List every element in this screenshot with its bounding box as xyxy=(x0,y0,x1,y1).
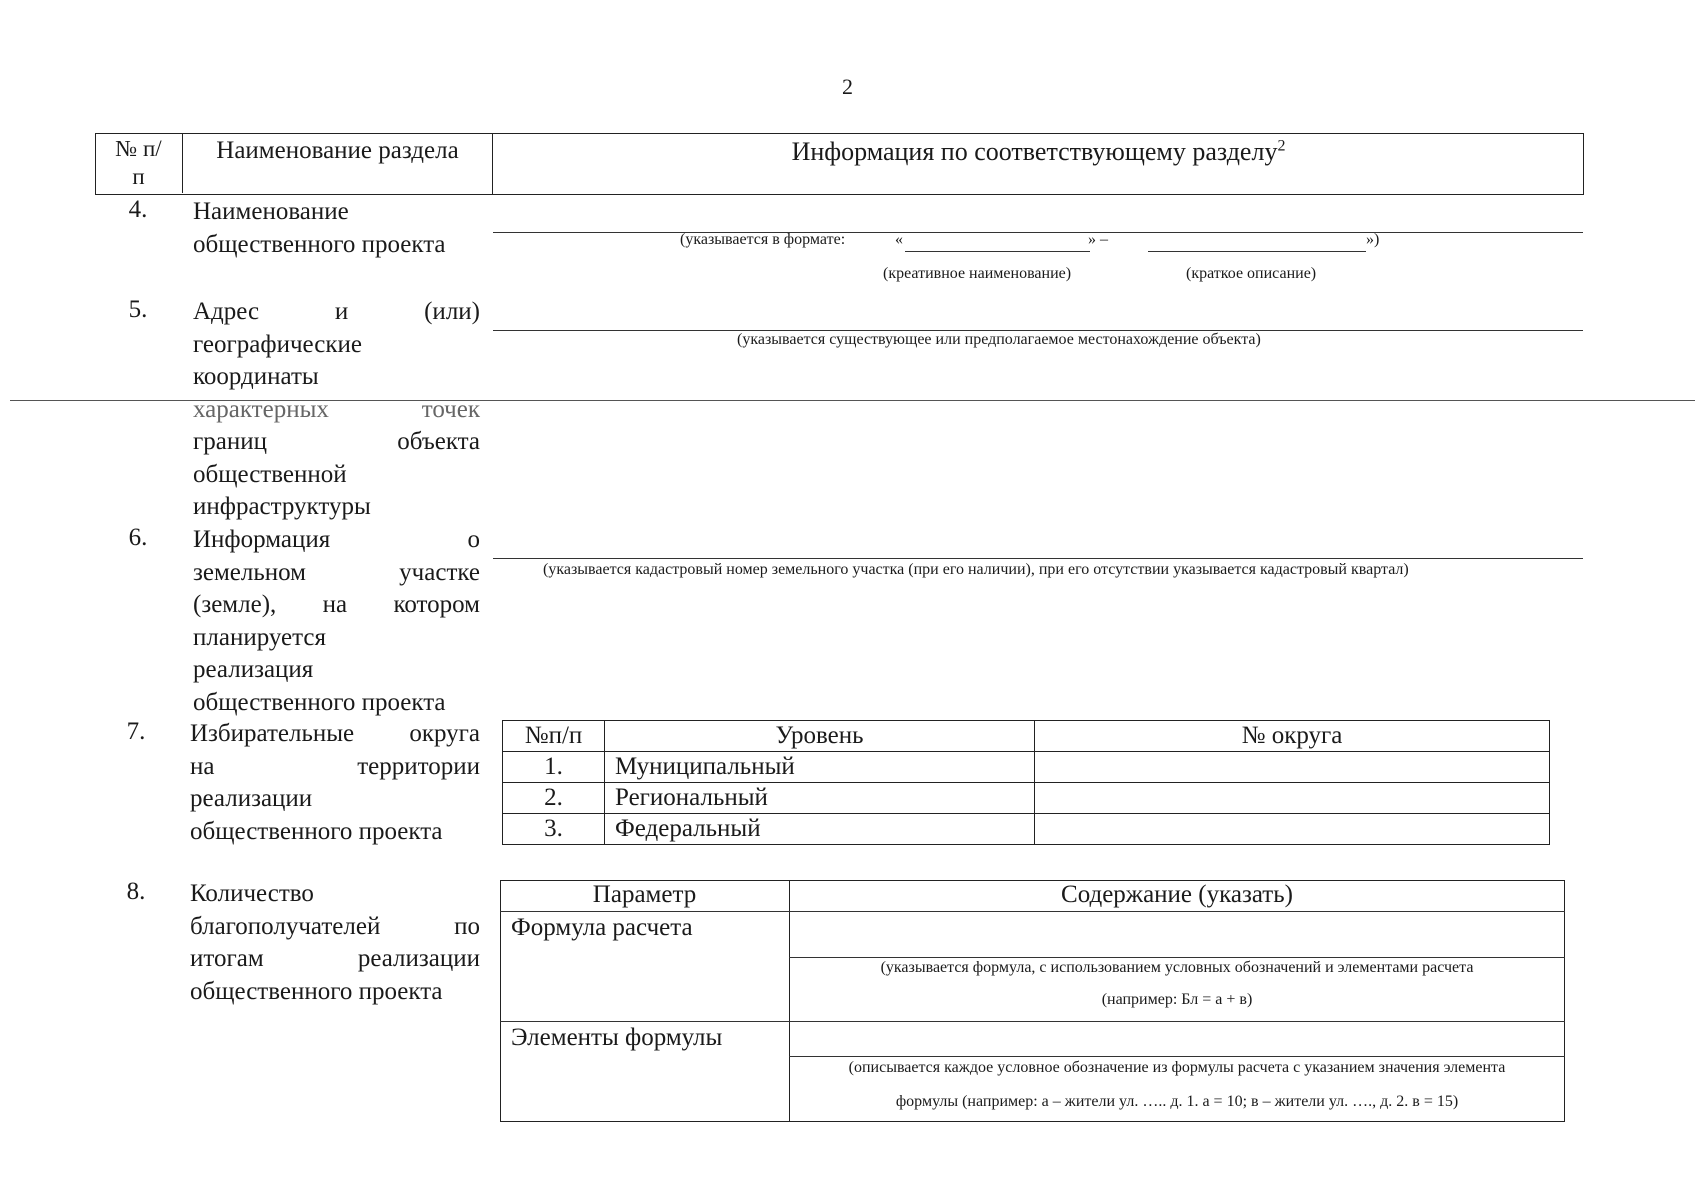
section-6-answer-line xyxy=(493,558,1583,559)
elements-input-area[interactable] xyxy=(789,1023,1565,1056)
table-cell: Региональный xyxy=(605,783,1035,814)
electoral-districts-table xyxy=(502,720,1550,845)
section-8-name-line: итогам реализации xyxy=(190,945,480,972)
formula-example: (например: Бл = а + в) xyxy=(1101,991,1253,1008)
table-header-row xyxy=(503,721,1550,752)
table-header-cell: Содержание (указать) xyxy=(1061,881,1293,908)
section-8-name-line: общественного проекта xyxy=(190,977,443,1005)
formula-hint: (указывается формула, с использованием условных обозначений и элементами расчета xyxy=(880,959,1474,976)
section-7-name xyxy=(190,718,480,848)
formula-input-area[interactable] xyxy=(789,913,1565,957)
section-4-number: 4. xyxy=(128,196,148,223)
table-header-cell: № округа xyxy=(1035,721,1550,752)
formula-answer-line xyxy=(789,957,1565,958)
section-7-name-line: общественного проекта xyxy=(190,817,443,845)
short-description-blank xyxy=(1148,251,1366,252)
page-number: 2 xyxy=(842,74,853,99)
section-7-name-line: на территории xyxy=(190,752,480,780)
section-5-hint: (указывается существующее или предполагаемое местонахождение объекта) xyxy=(737,331,1261,348)
section-5-name-line: границ объекта xyxy=(193,428,480,455)
table-header-cell: Уровень xyxy=(605,721,1035,752)
section-4-name-line: Наименование xyxy=(193,198,349,225)
table-cell: Федеральный xyxy=(605,814,1035,845)
table-header-cell: Параметр xyxy=(592,881,697,908)
section-4-open-quote: « xyxy=(895,231,903,248)
section-6-name xyxy=(193,524,480,719)
district-number-cell[interactable] xyxy=(1035,752,1550,783)
header-info-column xyxy=(493,133,1584,195)
section-5-name-line: общественной xyxy=(193,460,347,488)
table-row xyxy=(503,783,1550,814)
short-description-label: (краткое описание) xyxy=(1186,265,1317,282)
header-number-column xyxy=(95,133,183,193)
section-6-name-line: планируется xyxy=(193,623,326,651)
table-row xyxy=(503,752,1550,783)
table-header-divider xyxy=(500,911,1565,912)
section-8-number: 8. xyxy=(126,878,146,905)
table-cell: 3. xyxy=(503,814,605,845)
section-5-number: 5. xyxy=(128,296,148,323)
section-6-name-line: реализация xyxy=(193,656,314,683)
table-cell: 1. xyxy=(503,752,605,783)
section-5-name-line: инфраструктуры xyxy=(193,493,371,520)
elements-answer-line xyxy=(789,1056,1565,1057)
section-4-mid-quote: » – xyxy=(1088,231,1108,248)
table-header-cell: №п/п xyxy=(503,721,605,752)
elements-example: формулы (например: а – жители ул. ….. д. 1. а = 10; в – жители ул. …., д. 2. в = 15) xyxy=(895,1093,1459,1110)
formula-label: Формула расчета xyxy=(511,914,693,941)
scan-divider xyxy=(10,400,1695,401)
district-number-cell[interactable] xyxy=(1035,814,1550,845)
elements-hint: (описывается каждое условное обозначение из формулы расчета с указанием значения элемента xyxy=(848,1059,1506,1076)
section-6-number: 6. xyxy=(128,524,148,551)
section-5-name-line: географические xyxy=(193,330,362,358)
section-4-name-line: общественного проекта xyxy=(193,230,446,258)
section-6-name-line: общественного проекта xyxy=(193,688,446,716)
section-8-name-line: Количество xyxy=(190,880,314,907)
section-4-answer-line xyxy=(493,232,1583,233)
table-cell: Муниципальный xyxy=(605,752,1035,783)
section-7-name-line: Избирательные округа xyxy=(190,720,480,747)
formula-elements-label: Элементы формулы xyxy=(511,1024,723,1051)
section-6-hint: (указывается кадастровый номер земельного участка (при его наличии), при его отсутствии указывается кадастровый квартал) xyxy=(543,561,1409,578)
creative-name-blank xyxy=(905,251,1090,252)
section-8-name xyxy=(190,878,480,1008)
section-4-close-quote: ») xyxy=(1366,231,1380,248)
header-number-label: № п/п xyxy=(115,136,162,189)
table-row-divider xyxy=(500,1021,1565,1022)
section-6-name-line: Информация о xyxy=(193,526,480,553)
header-section-name-column: Наименование раздела xyxy=(183,133,493,195)
section-5-name xyxy=(193,296,480,524)
section-5-name-line: Адрес и (или) xyxy=(193,298,480,325)
section-7-number: 7. xyxy=(126,718,146,745)
table-cell: 2. xyxy=(503,783,605,814)
district-number-cell[interactable] xyxy=(1035,783,1550,814)
creative-name-label: (креативное наименование) xyxy=(883,265,1072,282)
table-row xyxy=(503,814,1550,845)
section-6-name-line: (земле), на котором xyxy=(193,591,480,618)
section-8-name-line: благополучателей по xyxy=(190,912,480,940)
section-7-name-line: реализации xyxy=(190,785,313,812)
section-6-name-line: земельном участке xyxy=(193,558,480,586)
header-info-label: Информация по соответствующему разделу xyxy=(791,137,1278,166)
section-4-name xyxy=(193,196,480,261)
section-4-format-label: (указывается в формате: xyxy=(680,231,846,248)
footnote-marker: 2 xyxy=(1277,137,1286,155)
section-5-name-line: координаты xyxy=(193,363,319,390)
section-5-name-line: характерных точек xyxy=(193,395,480,423)
